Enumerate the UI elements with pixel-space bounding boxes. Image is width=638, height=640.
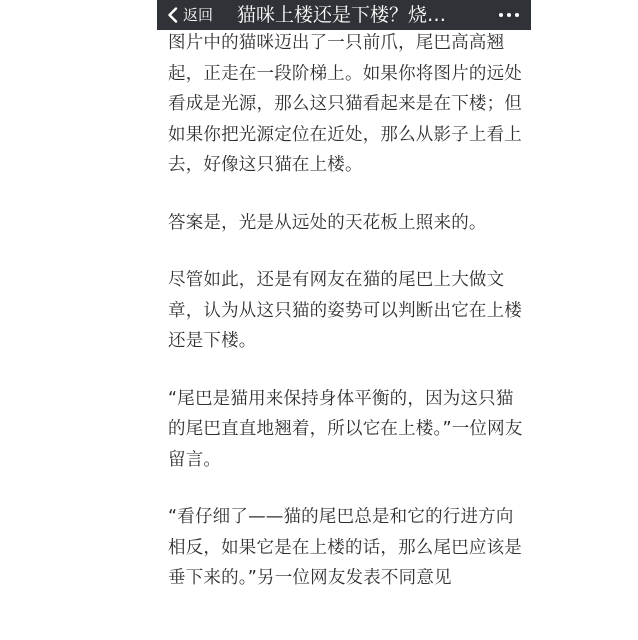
back-button[interactable] [157, 0, 213, 30]
article-body [168, 28, 530, 640]
article-paragraph: “尾巴是猫用来保持身体平衡的，因为这只猫的尾巴直直地翘着，所以它在上楼。”一位网友留言。 [168, 388, 523, 470]
back-label: 返回 [183, 6, 214, 24]
page-title: 猫咪上楼还是下楼？烧… [237, 4, 447, 26]
more-dots-icon [507, 13, 511, 17]
article-paragraph: 图片中的猫咪迈出了一只前爪，尾巴高高翘起，正走在一段阶梯上。如果你将图片的远处看成是光源，那么这只猫看起来是在下楼；但如果你把光源定位在近处，那么从影子上看上去，好像这只猫在上楼。 [168, 33, 522, 175]
chevron-left-icon [167, 7, 179, 23]
more-button[interactable] [499, 0, 519, 30]
article-paragraph: “看仔细了——猫的尾巴总是和它的行进方向相反，如果它是在上楼的话，那么尾巴应该是垂下来的。”另一位网友发表不同意见 [168, 507, 522, 588]
more-dots-icon [499, 13, 503, 17]
article-paragraph: 答案是，光是从远处的天花板上照来的。 [168, 212, 487, 233]
top-nav-bar [157, 0, 531, 30]
more-dots-icon [515, 13, 519, 17]
article-paragraph: 尽管如此，还是有网友在猫的尾巴上大做文章，认为从这只猫的姿势可以判断出它在上楼还是下楼。 [168, 270, 522, 351]
